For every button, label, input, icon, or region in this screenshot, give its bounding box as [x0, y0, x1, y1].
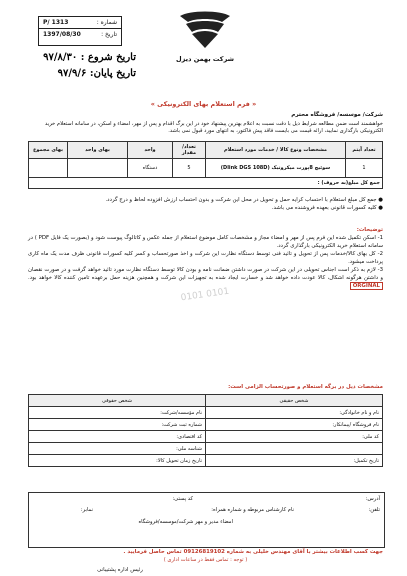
table-row	[29, 159, 383, 178]
notes-section	[28, 226, 383, 290]
postal-field[interactable]: کد پستی:	[172, 496, 193, 502]
table-row	[29, 455, 383, 467]
sum-label[interactable]: جمع کل مبلغ(به حروف) :	[29, 178, 383, 189]
date-label: تاریخ :	[101, 31, 117, 38]
number-label: شماره :	[96, 19, 117, 26]
start-date: تاریخ شروع : ۹۷/۸/۳۰	[43, 52, 136, 63]
signature-field[interactable]: امضاء مدیر و مهر شرکت/موسسه/فروشگاه	[138, 519, 233, 525]
form-title: « فرم استعلام بهای الکترونیکی »	[150, 100, 257, 108]
legal-field[interactable]: شماره ثبت شرکت:	[29, 419, 206, 431]
table-row	[29, 419, 383, 431]
cell-unit: دستگاه	[128, 159, 173, 178]
real-field[interactable]: کد ملی:	[206, 431, 383, 443]
note-item: 1- اسکن تکمیل شده این فرم پس از مهر و امضاء مجاز و مشخصات کامل موضوع استعلام از جمله عکس و کاتالوگ پیوست شود و (بصورت یک فایل PDF ) در سامانه استعلام خرید الکترونیکی بارگذاری گردد.	[28, 235, 383, 249]
real-field[interactable]	[206, 443, 383, 455]
original-badge: ORGINAL	[350, 282, 383, 290]
footer-signatory: رئیس اداره پشتیبانی	[97, 567, 143, 573]
conditions-list	[28, 196, 383, 212]
end-date: تاریخ پایان: ۹۷/۹/۶	[57, 68, 136, 79]
legal-field[interactable]: کد اقتصادی:	[29, 431, 206, 443]
seller-header-row	[29, 395, 383, 407]
table-header-row	[29, 142, 383, 159]
col-header: مشخصات ونوع کالا / خدمات مورد استعلام	[206, 142, 346, 159]
items-table	[28, 141, 383, 189]
contact-line: جهت کسب اطلاعات بیشتر با آقای مهندس خلیلی به شماره 09126819102 تماس حاصل فرمایید .	[123, 549, 383, 555]
cell-description: سوئیچ 8پورت میکروتیک (Dlink DGS 108D)	[206, 159, 346, 178]
col-header: بهای مجموع	[29, 142, 68, 159]
cell-unit-price[interactable]	[68, 159, 128, 178]
contact-box	[28, 492, 385, 548]
intro-text: خواهشمند است ضمن مطالعه شرایط ذیل با دقت نسبت به اعلام بهترین پیشنهاد خود در این برگ اقدام و پس از مهر، امضاء و اسکن، در سامانه استعلام خرید الکترونیکی بارگذاری نمایید، ارائه قیمت می بایست فاقد پیش فاکتور، به انتهای مورد قبول نمی باشد.	[45, 121, 383, 134]
real-field[interactable]: نام و نام خانوادگی:	[206, 407, 383, 419]
col-real: شخص حقیقی	[206, 395, 383, 407]
col-legal: شخص حقوقی	[29, 395, 206, 407]
recipient: شرکت/ موسسه/ فروشگاه محترم	[291, 112, 383, 118]
date-value: 1397/08/30	[43, 31, 81, 38]
cell-total-price[interactable]	[29, 159, 68, 178]
seller-heading: مشخصات ذیل در برگه استعلام و صورتحساب الزامی است:	[228, 384, 383, 390]
contact-note: ( توجه : تماس فقط در ساعات اداری )	[163, 557, 248, 563]
phone-field[interactable]: تلفن:	[368, 507, 380, 513]
fax-field[interactable]: نمابر:	[80, 507, 93, 513]
col-header: تعداد آیتم	[346, 142, 383, 159]
col-header: بهای واحد	[68, 142, 128, 159]
cell-index: 1	[346, 159, 383, 178]
note-item: 3- لازم به ذکر است اجناس تحویلی در این شرکت در صورت داشتن ضمانت نامه و بودن کالا توسط دستگاه نظارت مورد تائید خواهد گرفت و در صورت نقصان و داشتن هرگونه اشکال، کالا عودت داده خواهد شد و خسارت ایجاد شده به تجهیزات این شرکت و همچنین هزینه حمل برعهده تامین کننده کالا خواهد بود. ORGINAL	[28, 267, 383, 289]
note-item: 2- کل بهای کالا/خدمات پس از تحویل و تائید فنی توسط دستگاه نظارت این شرکت و اخذ صورتحساب و کسر کلیه کسورات قانونی ظرف مدت یک ماه کاری پرداخت میشود.	[28, 251, 383, 265]
meta-box	[38, 16, 122, 46]
col-header: تعداد/ مقدار	[173, 142, 206, 159]
seller-table	[28, 394, 383, 467]
table-row	[29, 443, 383, 455]
logo-text: شرکت بهمن دیزل	[175, 55, 235, 63]
address-field[interactable]: آدرس:	[365, 496, 380, 502]
real-field[interactable]: تاریخ تکمیل:	[206, 455, 383, 467]
col-header: واحد	[128, 142, 173, 159]
real-field[interactable]: نام فروشگاه /پیمانکار:	[206, 419, 383, 431]
table-row	[29, 407, 383, 419]
watermark: 0101 0101	[180, 286, 230, 304]
legal-field[interactable]: نام مؤسسه/شرکت:	[29, 407, 206, 419]
cell-quantity: 5	[173, 159, 206, 178]
condition-item: ● جمع کل مبلغ استعلام با احتساب کرایه حمل و تحویل در محل این شرکت و بدون احتساب ارزش افزوده لحاظ و درج گردد.	[105, 197, 383, 203]
expert-field[interactable]: نام کارشناس مربوطه و شماره همراه:	[211, 507, 294, 513]
company-logo	[160, 8, 250, 68]
bahman-logo-icon	[160, 8, 250, 52]
number-value: P/ 1313	[43, 19, 69, 26]
table-row	[29, 431, 383, 443]
legal-field[interactable]: شناسه ملی:	[29, 443, 206, 455]
notes-title: توضیحات:	[356, 227, 383, 233]
condition-item: ● کلیه کسورات قانونی بعهده فروشنده می باشد.	[271, 205, 383, 211]
legal-field[interactable]: تاریخ زمان تحویل کالا:	[29, 455, 206, 467]
sum-row	[29, 178, 383, 189]
